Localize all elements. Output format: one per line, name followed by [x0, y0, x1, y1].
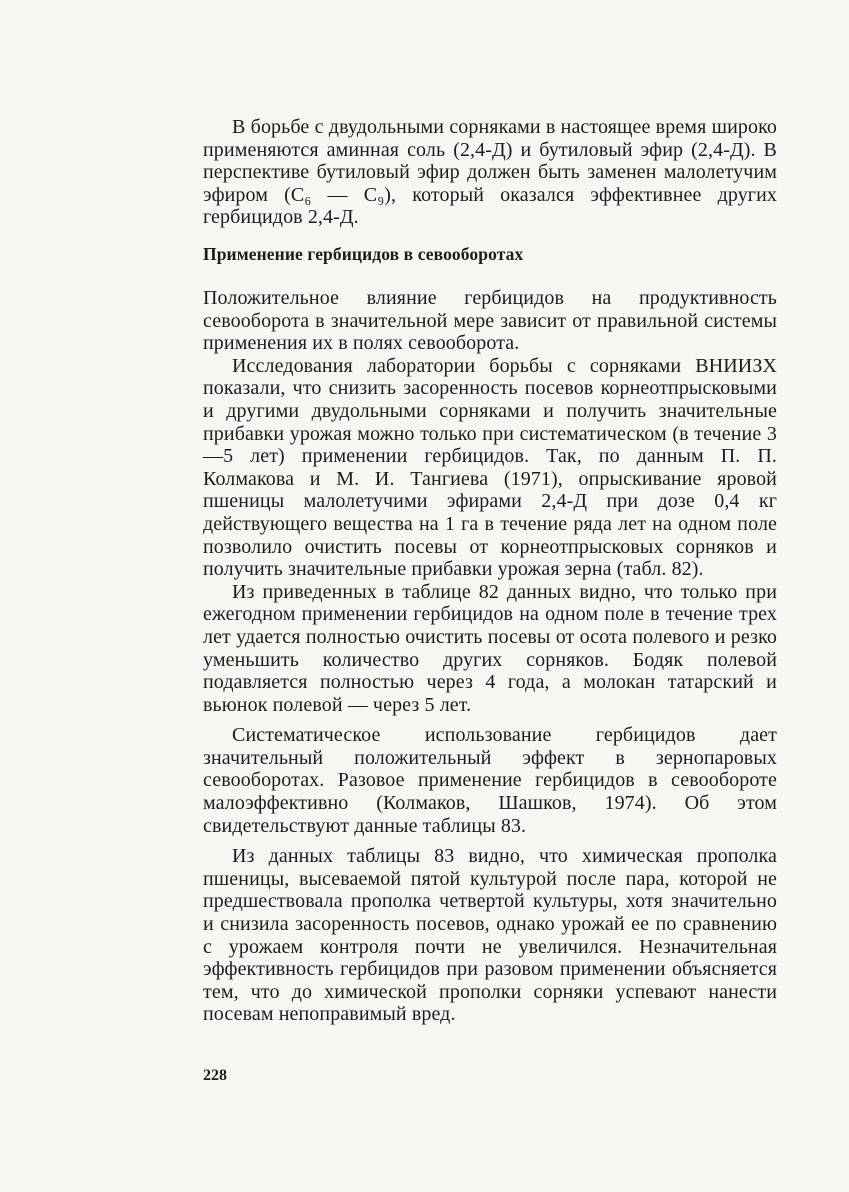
- paragraph-5: Из данных таблицы 83 видно, что химическая прополка пшеницы, высеваемой пятой культурой после пара, которой не предшествовала прополка четвертой культуры, хотя значительно и снизила засоренность посевов, однако урожай ее по сравнению с урожаем контроля почти не увеличился. Незначительная эффективность гербицидов при разовом применении объясняется тем, что до химической прополки сорняки успевают нанести посевам непоправимый вред.: [203, 845, 777, 1026]
- paragraph-3: Из приведенных в таблице 82 данных видно, что только при ежегодном применении гербицидов на одном поле в течение трех лет удается полностью очистить посевы от осота полевого и резко уменьшить количество других сорняков. Бодяк полевой подавляется полностью через 4 года, а молокан татарский и вьюнок полевой — через 5 лет.: [203, 580, 777, 716]
- section-body: [203, 287, 777, 1026]
- paragraph-4: Систематическое использование гербицидов дает значительный положительный эффект в зернопаровых севооборотах. Разовое применение гербицидов в севообороте малоэффективно (Колмаков, Шашков, 1974). Об этом свидетельствуют данные таблицы 83.: [203, 724, 777, 837]
- intro-text-block: [203, 116, 777, 229]
- intro-paragraph: В борьбе с двудольными сорняками в настоящее время широко применяются аминная соль (2,4-Д) и бутиловый эфир (2,4-Д). В перспективе бутиловый эфир должен быть заменен малолетучим эфиром (C₆ — C₉), который оказался эффективнее других гербицидов 2,4-Д.: [203, 116, 777, 229]
- paragraph-1: Положительное влияние гербицидов на продуктивность севооборота в значительной мере зависит от правильной системы применения их в полях севооборота.: [203, 287, 777, 355]
- section-heading: Применение гербицидов в севооборотах: [203, 244, 524, 264]
- paragraph-2: Исследования лаборатории борьбы с сорняками ВНИИЗХ показали, что снизить засоренность посевов корнеотпрысковыми и другими двудольными сорняками и получить значительные прибавки урожая можно только при систематическом (в течение 3—5 лет) применении гербицидов. Так, по данным П. П. Колмакова и М. И. Тангиева (1971), опрыскивание яровой пшеницы малолетучими эфирами 2,4-Д при дозе 0,4 кг действующего вещества на 1 га в течение ряда лет на одном поле позволило очистить посевы от корнеотпрысковых сорняков и получить значительные прибавки урожая зерна (табл. 82).: [203, 354, 777, 581]
- page-number: 228: [203, 1067, 227, 1084]
